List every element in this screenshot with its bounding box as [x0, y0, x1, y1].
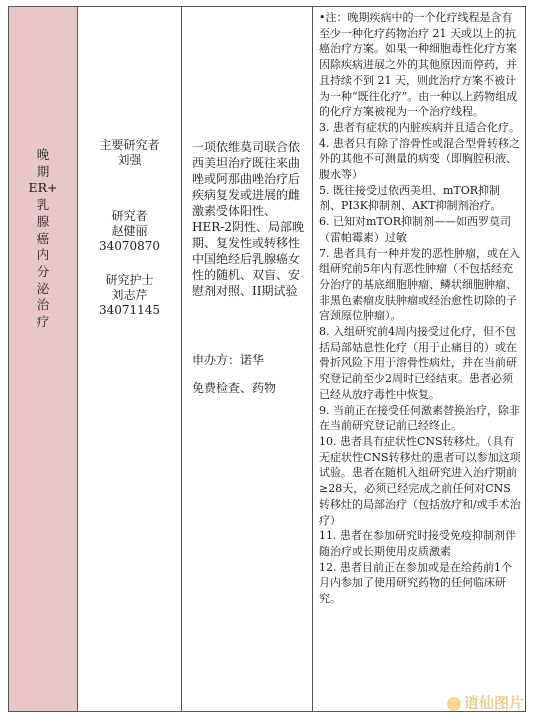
pi-title: 主要研究者 [99, 138, 160, 152]
category-char: 癌 [36, 230, 50, 246]
researcher-phone: 34070870 [98, 239, 161, 253]
criteria-item: •注：晚期疾病中的一个化疗线程是含有至少一种化疗药物治疗 21 天或以上的抗癌治疗方案。如果一种细胞毒性化疗方案因除疾病进展之外的其他原因而停药，并且持续不到 21 天，则此治疗方案不被计为一种“既往化疗”。由一种以上药物组成的化疗方案被视为一个治疗线程。 [319, 11, 518, 119]
researcher-name: 赵健丽 [111, 224, 148, 238]
criteria-item: 11. 患者在参加研究时接受免疫抑制剂伴随治疗或长期使用皮质激素 [319, 529, 516, 558]
researcher-title: 研究者 [111, 209, 148, 223]
category-label [9, 147, 77, 331]
category-cell [9, 7, 78, 711]
nurse-block [82, 273, 177, 318]
researcher-block [82, 209, 177, 254]
nurse-title: 研究护士 [105, 273, 154, 287]
category-char: 治 [36, 297, 50, 313]
watermark-logo-icon [447, 697, 461, 711]
category-char: 期 [36, 163, 50, 179]
staff-cell [78, 7, 182, 711]
criteria-item: 5. 既往接受过依西美坦、mTOR抑制剂、PI3K抑制剂、AKT抑制剂治疗。 [319, 183, 502, 213]
criteria-item: 9. 当前正在接受任何激素替换治疗，除非在当前研究登记前已经终止。 [319, 403, 520, 433]
category-char: 疗 [36, 314, 50, 330]
category-char: ER+ [28, 180, 58, 196]
watermark [447, 692, 524, 713]
category-char: 内 [36, 247, 50, 263]
criteria-item: 7. 患者具有一种并发的恶性肿瘤，或在入组研究前5年内有恶性肿瘤（不包括经充分治疗的基底细胞肿瘤、鳞状细胞肿瘤、非黑色素瘤皮肤肿瘤或经治愈性切除的子宫颈原位肿瘤）。 [319, 246, 520, 323]
category-char: 晚 [36, 147, 50, 162]
trial-cell [182, 7, 313, 711]
trial-table [8, 6, 526, 712]
criteria-item: 3. 患者有症状的内脏疾病并且适合化疗。 [319, 120, 520, 134]
category-char: 分 [36, 263, 50, 279]
criteria-cell [313, 7, 525, 711]
criteria-item: 10. 患者具有症状性CNS转移灶。（具有无症状性CNS转移灶的患者可以参加这项试验。患者在随机入组研究进入治疗期前≥28天，必须已经完成之前任何对CNS转移灶的局部治疗（包括放疗和/或手术治疗） [319, 434, 521, 527]
watermark-text: 逍仙图片 [463, 694, 524, 712]
nurse-name: 刘志芹 [111, 288, 148, 302]
criteria-item: 12. 患者目前正在参加或是在给药前1个月内参加了使用研究药物的任何临床研究。 [319, 560, 512, 606]
sponsor: 申办方：诺华 [192, 353, 265, 367]
category-char: 腺 [36, 213, 50, 229]
criteria-item: 8. 入组研究前4周内接受过化疗，但不包括局部姑息性化疗（用于止痛目的）或在骨折风险下用于溶骨性病灶，并在当前研究登记前至少2周时已经结束。患者必须已经从放疗毒性中恢复。 [319, 325, 517, 401]
category-char: 泌 [36, 280, 50, 296]
exclusion-criteria [319, 10, 521, 607]
nurse-phone: 34071145 [98, 303, 161, 317]
criteria-item: 6. 已知对mTOR抑制剂——如西罗莫司（雷帕霉素）过敏 [319, 215, 512, 244]
trial-description: 一项依维莫司联合依西美坦治疗既往来曲唑或阿那曲唑治疗后疾病复发或进展的雌激素受体阳性、HER-2阴性、局部晚期、复发性或转移性中国绝经后乳腺癌女性的随机、双盲、安慰剂对照、II期试验 [192, 140, 304, 298]
pi-name: 刘强 [117, 153, 142, 167]
pi-block [82, 138, 177, 168]
criteria-item: 4. 患者只有除了溶骨性或混合型骨转移之外的其他不可测量的病变（即胸腔积液、腹水等） [319, 136, 520, 182]
category-char: 乳 [36, 197, 50, 213]
free-services: 免费检查、药物 [192, 381, 277, 395]
